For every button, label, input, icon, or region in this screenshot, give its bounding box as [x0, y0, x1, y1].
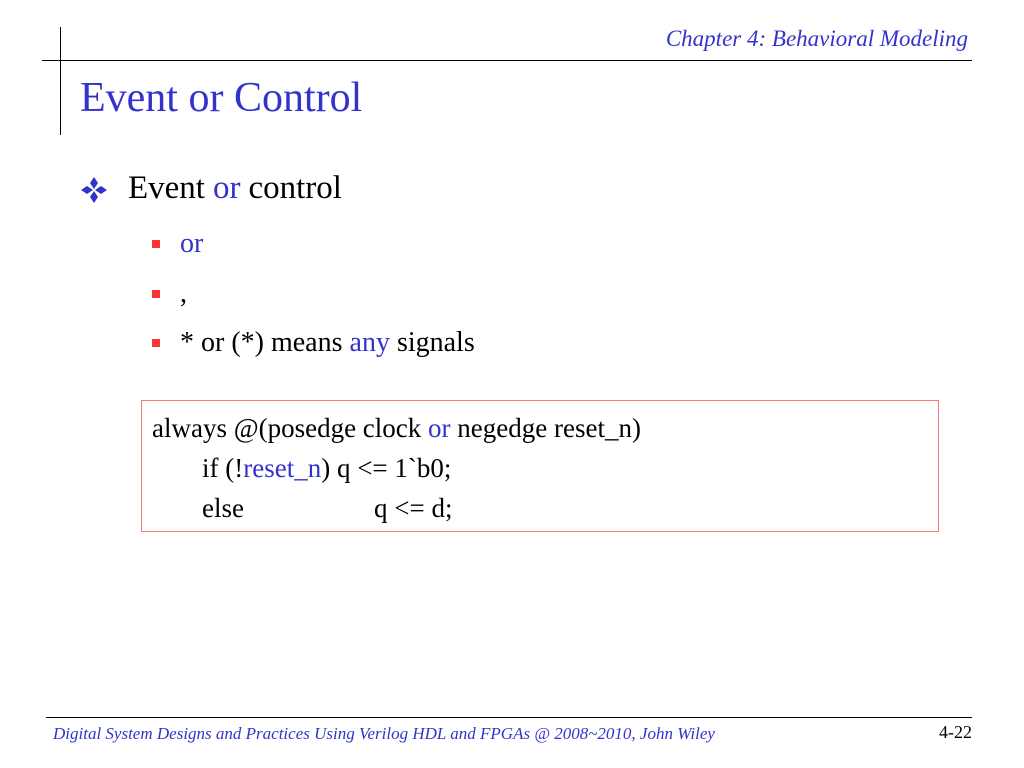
- main-bullet: [80, 170, 342, 207]
- code-text: if (!: [202, 453, 244, 483]
- chapter-heading: Chapter 4: Behavioral Modeling: [665, 26, 968, 51]
- sub-bullet-text-2: signals: [389, 327, 475, 358]
- main-bullet-text-2: control: [248, 170, 342, 206]
- main-bullet-keyword: or: [212, 170, 241, 206]
- code-text: ) q <= 1`b0;: [321, 453, 452, 483]
- code-line-2: [202, 453, 451, 484]
- code-keyword: or: [428, 413, 451, 443]
- square-bullet-icon: [152, 339, 160, 347]
- sub-bullet-any: [152, 327, 475, 359]
- sub-bullet-or: [152, 228, 203, 260]
- code-example-box: [141, 400, 939, 532]
- code-line-3-assign: q <= d;: [374, 493, 453, 523]
- diamond-bullet-icon: [80, 176, 108, 204]
- sub-bullet-text-1: * or (*) means: [180, 327, 350, 358]
- code-keyword: reset_n: [243, 453, 322, 483]
- sub-bullet-keyword: any: [349, 327, 390, 358]
- footer-rule: [46, 717, 972, 718]
- code-line-1: [152, 413, 641, 444]
- code-text: negedge reset_n): [450, 413, 641, 443]
- square-bullet-icon: [152, 240, 160, 248]
- page-number: 4-22: [939, 722, 972, 742]
- sub-bullet-comma: [152, 278, 187, 310]
- main-bullet-text-1: Event: [128, 170, 205, 206]
- header-vertical-rule: [60, 27, 61, 135]
- slide-title: Event or Control: [80, 75, 363, 121]
- code-text: always @(posedge clock: [152, 413, 429, 443]
- square-bullet-icon: [152, 290, 160, 298]
- footer-citation: Digital System Designs and Practices Using Verilog HDL and FPGAs @ 2008~2010, John Wiley: [53, 724, 715, 743]
- sub-bullet-text: ,: [180, 278, 187, 309]
- sub-bullet-text: or: [180, 228, 204, 259]
- code-line-3-else: else: [202, 493, 244, 523]
- header-horizontal-rule: [42, 60, 972, 61]
